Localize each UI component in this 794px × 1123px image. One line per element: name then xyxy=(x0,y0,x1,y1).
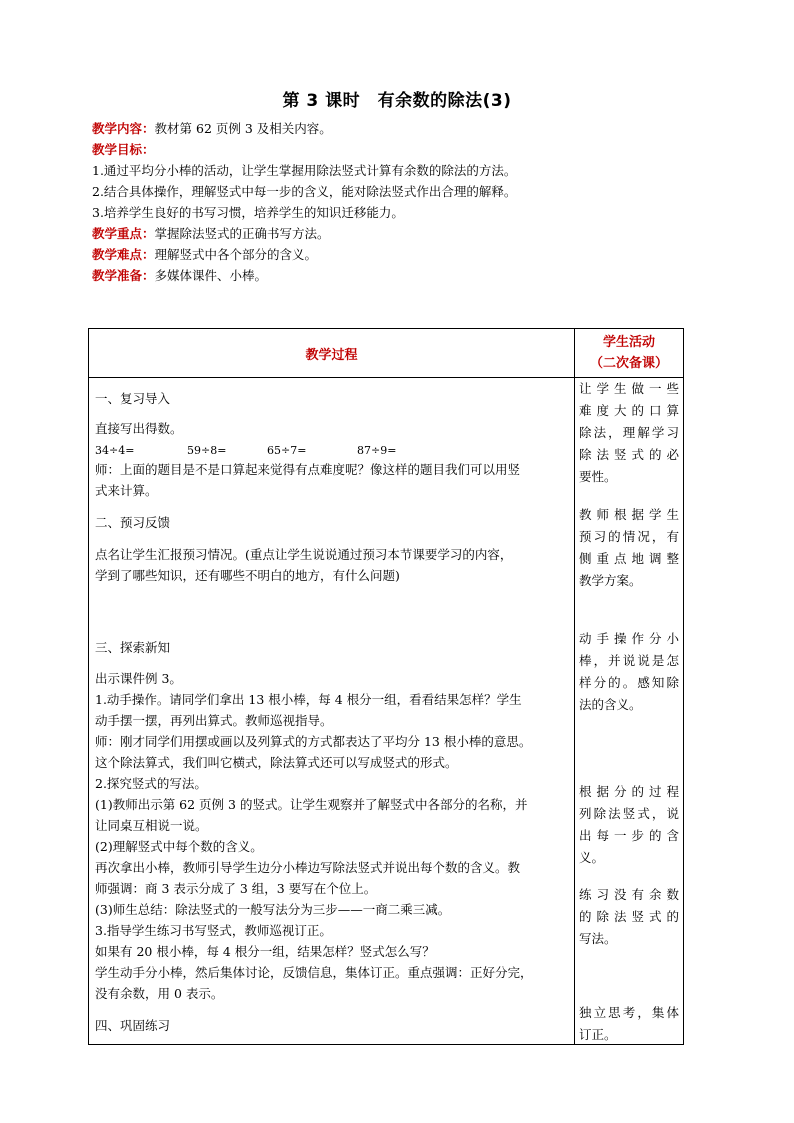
process-line: 点名让学生汇报预习情况。(重点让学生说说通过预习本节课要学习的内容， xyxy=(95,547,513,562)
process-line: 如果有 20 根小棒，每 4 根分一组，结果怎样？竖式怎么写？ xyxy=(95,944,435,959)
activity-line: 列除法竖式，说 xyxy=(579,806,679,821)
activity-line: 样分的。感知除 xyxy=(579,675,679,690)
section-heading-preview: 二、预习反馈 xyxy=(95,515,171,530)
activity-line: 根据分的过程 xyxy=(579,784,679,799)
process-line: 直接写出得数。 xyxy=(95,421,183,436)
process-line: 这个除法算式，我们叫它横式，除法算式还可以写成竖式的形式。 xyxy=(95,755,458,770)
activity-line: 让学生做一些 xyxy=(579,381,679,396)
review-expression: 65÷7= xyxy=(267,444,307,457)
process-line: 出示课件例 3。 xyxy=(95,671,182,686)
process-line: 没有余数，用 0 表示。 xyxy=(95,986,224,1001)
process-line: 学到了哪些知识，还有哪些不明白的地方，有什么问题) xyxy=(95,568,400,583)
activity-line: 要性。 xyxy=(579,469,617,484)
activity-line: 除法竖式的必 xyxy=(579,447,679,462)
activity-line: 除法，理解学习 xyxy=(579,425,679,440)
teaching-key-label: 教学重点： xyxy=(92,226,155,241)
section-heading-practice: 四、巩固练习 xyxy=(95,1018,171,1033)
review-expression: 87÷9= xyxy=(357,444,397,457)
process-line: 再次拿出小棒，教师引导学生边分小棒边写除法竖式并说出每个数的含义。教 xyxy=(95,860,521,875)
process-line: 动手摆一摆，再列出算式。教师巡视指导。 xyxy=(95,713,333,728)
teaching-key-line xyxy=(92,223,692,244)
process-line: 师：上面的题目是不是口算起来觉得有点难度呢？像这样的题目我们可以用竖 xyxy=(95,462,521,477)
activity-line: 订正。 xyxy=(579,1027,617,1042)
activity-line: 动手操作分小 xyxy=(579,631,679,646)
process-line: 学生动手分小棒，然后集体讨论，反馈信息，集体订正。重点强调：正好分完， xyxy=(95,965,533,980)
teaching-prep-text: 多媒体课件、小棒。 xyxy=(154,268,268,283)
process-line: 式来计算。 xyxy=(95,483,158,498)
teaching-key-text: 掌握除法竖式的正确书写方法。 xyxy=(154,226,330,241)
column-divider xyxy=(574,329,575,1044)
teaching-goal-item: 1.通过平均分小棒的活动，让学生掌握用除法竖式计算有余数的除法的方法。 xyxy=(92,163,517,178)
activity-line: 预习的情况，有 xyxy=(579,529,679,544)
section-heading-review: 一、复习导入 xyxy=(95,391,171,406)
teaching-prep-line xyxy=(92,265,692,286)
activity-line: 练习没有余数 xyxy=(579,887,679,902)
teaching-content-line xyxy=(92,118,692,139)
process-line: 让同桌互相说一说。 xyxy=(95,818,208,833)
process-line: (1)教师出示第 62 页例 3 的竖式。让学生观察并了解竖式中各部分的名称，并 xyxy=(95,797,528,812)
activity-line: 独立思考，集体 xyxy=(579,1005,679,1020)
teaching-goal-item: 3.培养学生良好的书写习惯，培养学生的知识迁移能力。 xyxy=(92,205,404,220)
teaching-difficulty-line xyxy=(92,244,692,265)
teaching-goals-line xyxy=(92,139,692,160)
process-line: 3.指导学生练习书写竖式，教师巡视订正。 xyxy=(95,923,332,938)
review-expressions xyxy=(95,440,569,460)
student-activity-header-line: 学生活动 xyxy=(602,335,655,350)
review-expression: 34÷4= xyxy=(95,444,135,457)
teaching-prep-label: 教学准备： xyxy=(92,268,155,283)
process-line: 师强调：商 3 表示分成了 3 组，3 要写在个位上。 xyxy=(95,881,377,896)
student-activity-header-line: （二次备课） xyxy=(589,356,668,371)
process-line: 2.探究竖式的写法。 xyxy=(95,776,207,791)
process-line: 师：刚才同学们用摆或画以及列算式的方式都表达了平均分 13 根小棒的意思。 xyxy=(95,734,532,749)
teaching-content-label: 教学内容： xyxy=(92,121,155,136)
activity-line: 难度大的口算 xyxy=(579,403,679,418)
process-line: (3)师生总结：除法竖式的一般写法分为三步——一商二乘三减。 xyxy=(95,902,451,917)
student-activity-header xyxy=(575,329,683,377)
process-line: 1.动手操作。请同学们拿出 13 根小棒，每 4 根分一组，看看结果怎样？学生 xyxy=(95,692,522,707)
teaching-goal-item: 2.结合具体操作，理解竖式中每一步的含义，能对除法竖式作出合理的解释。 xyxy=(92,184,517,199)
lesson-header xyxy=(92,118,692,286)
teaching-difficulty-text: 理解竖式中各个部分的含义。 xyxy=(154,247,318,262)
header-row-divider xyxy=(89,377,683,378)
teaching-goals-label: 教学目标： xyxy=(92,142,155,157)
activity-line: 教师根据学生 xyxy=(579,507,679,522)
activity-line: 写法。 xyxy=(579,931,617,946)
review-expression: 59÷8= xyxy=(187,444,227,457)
activity-line: 棒，并说说是怎 xyxy=(579,653,679,668)
teaching-difficulty-label: 教学难点： xyxy=(92,247,155,262)
activity-line: 义。 xyxy=(579,850,605,865)
activity-line: 侧重点地调整 xyxy=(579,551,679,566)
activity-line: 出每一步的含 xyxy=(579,828,679,843)
lesson-table xyxy=(88,328,684,1045)
activity-line: 教学方案。 xyxy=(579,573,642,588)
activity-line: 的除法竖式的 xyxy=(579,909,679,924)
teaching-content-text: 教材第 62 页例 3 及相关内容。 xyxy=(154,121,332,136)
page-title: 第 3 课时 有余数的除法(3) xyxy=(282,91,512,111)
activity-line: 法的含义。 xyxy=(579,697,642,712)
teaching-process-header: 教学过程 xyxy=(305,347,358,363)
process-line: (2)理解竖式中每个数的含义。 xyxy=(95,839,263,854)
section-heading-explore: 三、探索新知 xyxy=(95,640,171,655)
